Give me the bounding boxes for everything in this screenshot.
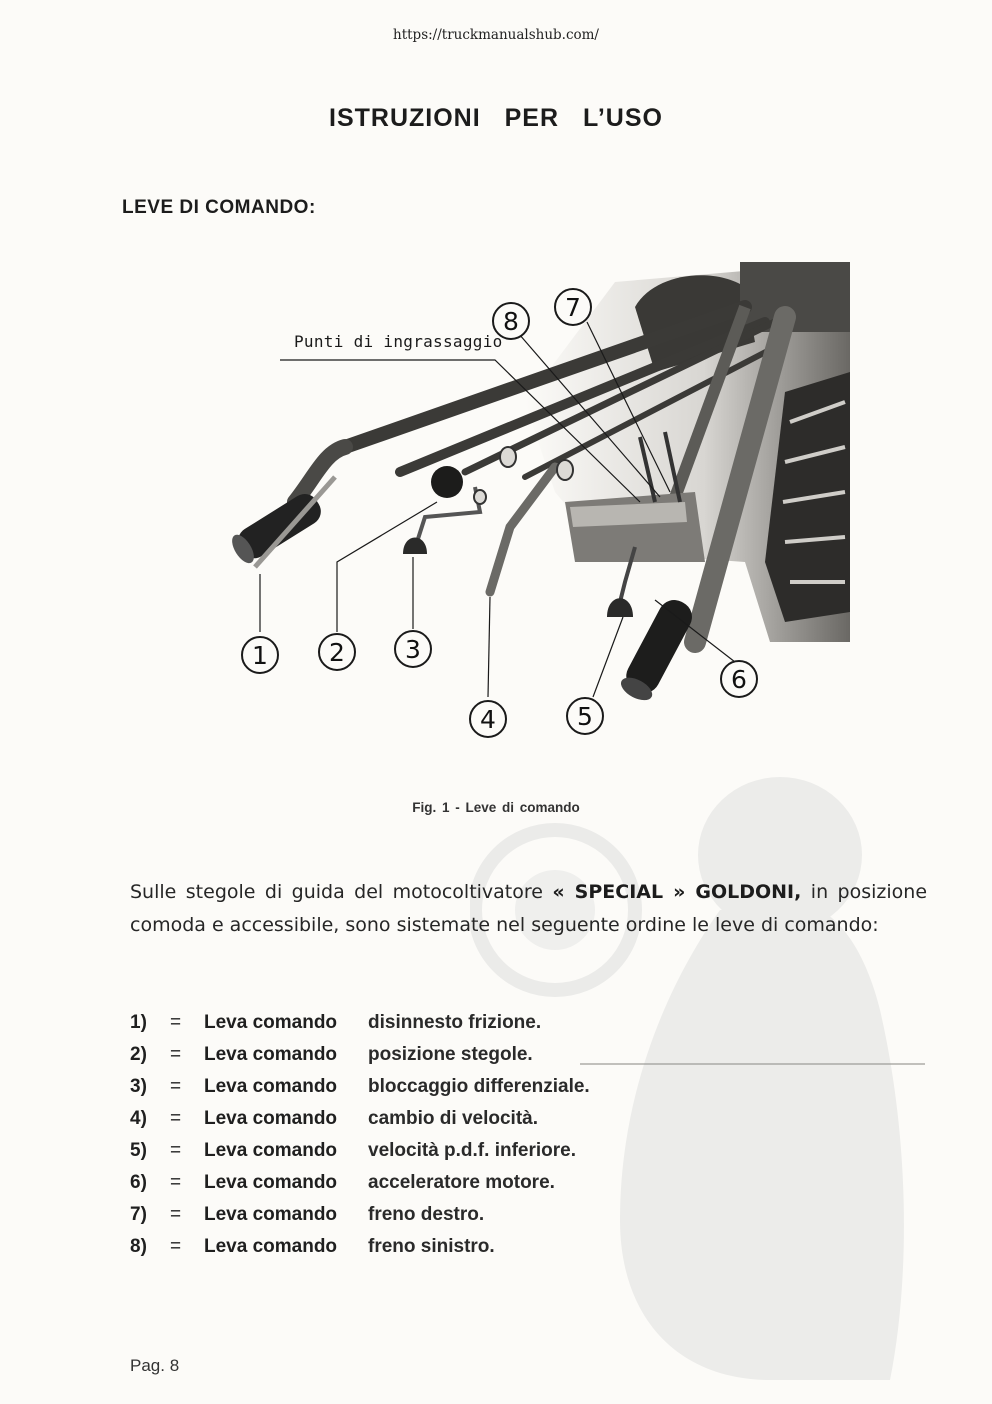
- list-item: [130, 1135, 590, 1167]
- item-label: Leva comando: [204, 1140, 338, 1161]
- item-equals: =: [170, 1236, 182, 1257]
- item-equals: =: [170, 1076, 182, 1097]
- item-number: 3): [130, 1076, 147, 1097]
- list-item: [130, 1103, 590, 1135]
- callout-7: 7: [554, 288, 592, 326]
- item-label: Leva comando: [204, 1076, 338, 1097]
- grease-points-label: Punti di ingrassaggio: [294, 332, 503, 351]
- callout-4: 4: [469, 700, 507, 738]
- brand-name: « SPECIAL » GOLDONI,: [552, 881, 802, 903]
- item-equals: =: [170, 1044, 182, 1065]
- list-item: [130, 1039, 590, 1071]
- paragraph-text: in posizione comoda e accessibile, sono sistemate nel seguente ordine le leve di comando:: [130, 881, 928, 936]
- paragraph-text: Sulle stegole di guida del motocoltivatore: [130, 881, 553, 903]
- item-equals: =: [170, 1012, 182, 1033]
- item-equals: =: [170, 1204, 182, 1225]
- callout-8: 8: [492, 302, 530, 340]
- item-number: 4): [130, 1108, 147, 1129]
- item-label: Leva comando: [204, 1044, 338, 1065]
- item-description: acceleratore motore.: [368, 1172, 555, 1193]
- item-number: 8): [130, 1236, 147, 1257]
- item-equals: =: [170, 1108, 182, 1129]
- section-heading: LEVE DI COMANDO:: [122, 197, 316, 218]
- page-title: ISTRUZIONI PER L’USO: [329, 104, 663, 132]
- scan-artifact-line: [580, 1063, 925, 1065]
- item-equals: =: [170, 1172, 182, 1193]
- item-description: velocità p.d.f. inferiore.: [368, 1140, 576, 1161]
- callout-1: 1: [241, 636, 279, 674]
- item-equals: =: [170, 1140, 182, 1161]
- item-description: cambio di velocità.: [368, 1108, 538, 1129]
- item-number: 5): [130, 1140, 147, 1161]
- item-description: bloccaggio differenziale.: [368, 1076, 590, 1097]
- list-item: [130, 1007, 590, 1039]
- item-label: Leva comando: [204, 1236, 338, 1257]
- list-item: [130, 1231, 590, 1263]
- callout-2: 2: [318, 633, 356, 671]
- item-description: freno destro.: [368, 1204, 485, 1225]
- list-item: [130, 1199, 590, 1231]
- lever-list: [130, 1007, 590, 1263]
- figure-caption: Fig. 1 - Leve di comando: [412, 800, 580, 815]
- item-description: posizione stegole.: [368, 1044, 533, 1065]
- item-description: freno sinistro.: [368, 1236, 495, 1257]
- page-number: Pag. 8: [130, 1356, 180, 1375]
- item-label: Leva comando: [204, 1108, 338, 1129]
- callout-6: 6: [720, 660, 758, 698]
- item-label: Leva comando: [204, 1204, 338, 1225]
- item-label: Leva comando: [204, 1172, 338, 1193]
- item-label: Leva comando: [204, 1012, 338, 1033]
- callout-5: 5: [566, 697, 604, 735]
- item-number: 6): [130, 1172, 147, 1193]
- item-number: 7): [130, 1204, 147, 1225]
- item-description: disinnesto frizione.: [368, 1012, 542, 1033]
- intro-paragraph: [130, 876, 927, 942]
- item-number: 1): [130, 1012, 147, 1033]
- list-item: [130, 1071, 590, 1103]
- list-item: [130, 1167, 590, 1199]
- callout-3: 3: [394, 630, 432, 668]
- item-number: 2): [130, 1044, 147, 1065]
- source-url[interactable]: https://truckmanualshub.com/: [393, 27, 599, 43]
